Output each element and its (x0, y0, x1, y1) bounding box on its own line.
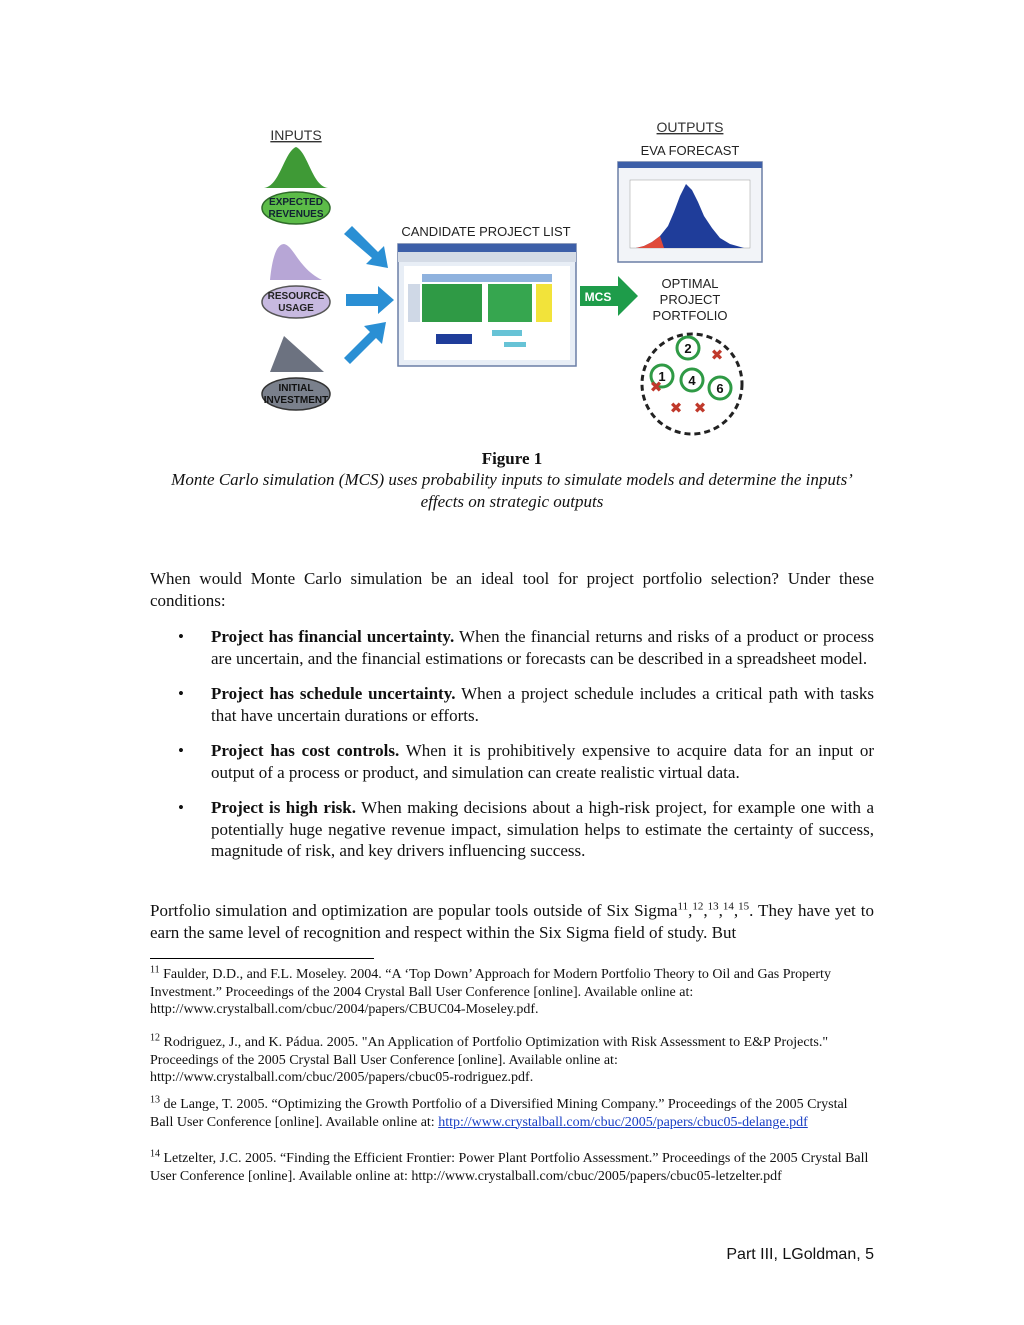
initial-investment-label-2: INVESTMENT (263, 395, 329, 406)
outputs-title: OUTPUTS (656, 119, 724, 135)
figure-caption-title: Figure 1 (481, 449, 543, 468)
svg-text:1: 1 (658, 369, 666, 384)
list-item-text: When making decisions about a high-risk project, for example one with a potentially huge negative revenue impact, simulation helps to estimate the certainty of success, magnitude of risk, and key drivers influencing success. (211, 798, 874, 860)
list-item (150, 626, 874, 669)
list-item (150, 683, 874, 726)
portfolio-title-2: PROJECT (659, 292, 721, 307)
footnote-ref[interactable]: 13 (707, 900, 719, 913)
page-footer: Part III, LGoldman, 5 (726, 1246, 874, 1263)
expected-revenues-label-2: REVENUES (268, 209, 324, 220)
footnote-link[interactable]: http://www.crystalball.com/cbuc/2005/papers/cbuc05-delange.pdf (438, 1114, 808, 1130)
footnote-text: Letzelter, J.C. 2005. “Finding the Efficient Frontier: Power Plant Portfolio Assessment.” Proceedings of the 2005 Crystal Ball User Conference [online]. Available online at: http://www.crystalball.com/cbuc/2005/papers/cbuc05-letzelter.pdf (150, 1151, 869, 1184)
svg-text:6: 6 (716, 381, 724, 396)
footnote-divider (150, 958, 374, 959)
list-item-text: When it is prohibitively expensive to acquire data for an input or output of a process or product, and simulation can create realistic virtual data. (211, 741, 875, 782)
svg-text:✖: ✖ (669, 399, 683, 417)
footnote-12 (150, 1034, 874, 1087)
list-item (150, 797, 874, 862)
eva-forecast-title: EVA FORECAST (640, 143, 740, 158)
forecast-chart-thumbnail (618, 162, 762, 262)
list-item-heading: Project has schedule uncertainty. (211, 684, 456, 703)
footnote-text: de Lange, T. 2005. “Optimizing the Growth Portfolio of a Diversified Mining Company.” Proceedings of the 2005 Crystal Ball User Conference [online]. Available online at: (150, 1097, 848, 1130)
list-item-heading: Project has cost controls. (211, 741, 400, 760)
list-item-text: When a project schedule includes a critical path with tasks that have uncertain durations or efforts. (211, 684, 874, 725)
footnote-ref[interactable]: 12 (692, 900, 704, 913)
footnote-text: Rodriguez, J., and K. Pádua. 2005. "An Application of Portfolio Optimization with Risk Assessment to E&P Projects." Proceedings of the 2005 Crystal Ball User Conference [online]. Available online at: http://www.crystalball.com/cbuc/2005/papers/cbuc05-rodriguez.pdf. (150, 1035, 829, 1085)
triangle-distribution-shape (270, 336, 324, 372)
portfolio-title-1: OPTIMAL (661, 276, 719, 291)
resource-usage-label-2: USAGE (278, 303, 314, 314)
portfolio-text-end: . They have yet to earn the same level of recognition and respect within the Six Sigma field of study. But (150, 901, 874, 942)
footnote-number: 12 (150, 1032, 160, 1044)
footnote-ref[interactable]: 14 (722, 900, 734, 913)
footnote-number: 14 (150, 1148, 160, 1160)
list-item-text: When the financial returns and risks of a product or process are uncertain, and the financial estimations or forecasts can be described in a spreadsheet model. (211, 627, 875, 668)
bullet-icon: • (178, 627, 184, 646)
footnote-11 (150, 966, 874, 1019)
portfolio-text-start: Portfolio simulation and optimization are popular tools outside of Six Sigma (150, 901, 678, 920)
footnote-number: 11 (150, 964, 160, 976)
svg-text:2: 2 (684, 341, 692, 356)
footnote-text: Faulder, D.D., and F.L. Moseley. 2004. “A ‘Top Down’ Approach for Modern Portfolio Theory to Oil and Gas Property Investment.” Proceedings of the 2004 Crystal Ball User Conference [online]. Available online at: http://www.crystalball.com/cbuc/2004/papers/CBUC04-Moseley.pdf. (150, 967, 831, 1017)
initial-investment-label-1: INITIAL (278, 383, 314, 394)
list-item (150, 740, 874, 783)
mcs-label: MCS (584, 290, 612, 304)
footnote-number: 13 (150, 1094, 160, 1106)
resource-usage-label-1: RESOURCE (267, 291, 325, 302)
expected-revenues-label-1: EXPECTED (269, 197, 323, 208)
list-item-heading: Project has financial uncertainty. (211, 627, 455, 646)
footnote-ref[interactable]: 15 (738, 900, 750, 913)
bell-curve-shape (264, 147, 328, 188)
project-badge-6 (709, 377, 731, 399)
input-arrows (344, 226, 394, 364)
intro-paragraph: When would Monte Carlo simulation be an ideal tool for project portfolio selection? Under these conditions: (150, 569, 874, 610)
list-item-heading: Project is high risk. (211, 798, 356, 817)
figure-caption-text: Monte Carlo simulation (MCS) uses probability inputs to simulate models and determine the inputs’ effects on strategic outputs (171, 470, 853, 511)
skewed-distribution-shape (270, 244, 322, 280)
mcs-diagram (240, 112, 780, 442)
portfolio-title-3: PORTFOLIO (652, 308, 728, 323)
spreadsheet-thumbnail (398, 244, 576, 366)
svg-text:✖: ✖ (693, 399, 707, 417)
footnote-14 (150, 1150, 874, 1185)
candidate-project-list-title: CANDIDATE PROJECT LIST (401, 224, 571, 239)
footnote-13 (150, 1096, 874, 1131)
conditions-list (150, 626, 874, 876)
bullet-icon: • (178, 798, 184, 817)
svg-text:✖: ✖ (649, 378, 663, 396)
svg-text:✖: ✖ (710, 346, 724, 364)
bullet-icon: • (178, 741, 184, 760)
portfolio-paragraph: Portfolio simulation and optimization are popular tools outside of Six Sigma$^{11}$,$^{12}$,$^{13}$,$^{14}$,$^{15}$. They have yet to earn the same level of recognition and respect within the Six Sigma field of study. But (150, 900, 874, 942)
svg-text:4: 4 (688, 373, 696, 388)
footnote-ref[interactable]: 11 (677, 900, 689, 913)
inputs-title: INPUTS (270, 127, 322, 143)
bullet-icon: • (178, 684, 184, 703)
project-badge-4 (681, 369, 703, 391)
project-badge-2 (677, 337, 699, 359)
